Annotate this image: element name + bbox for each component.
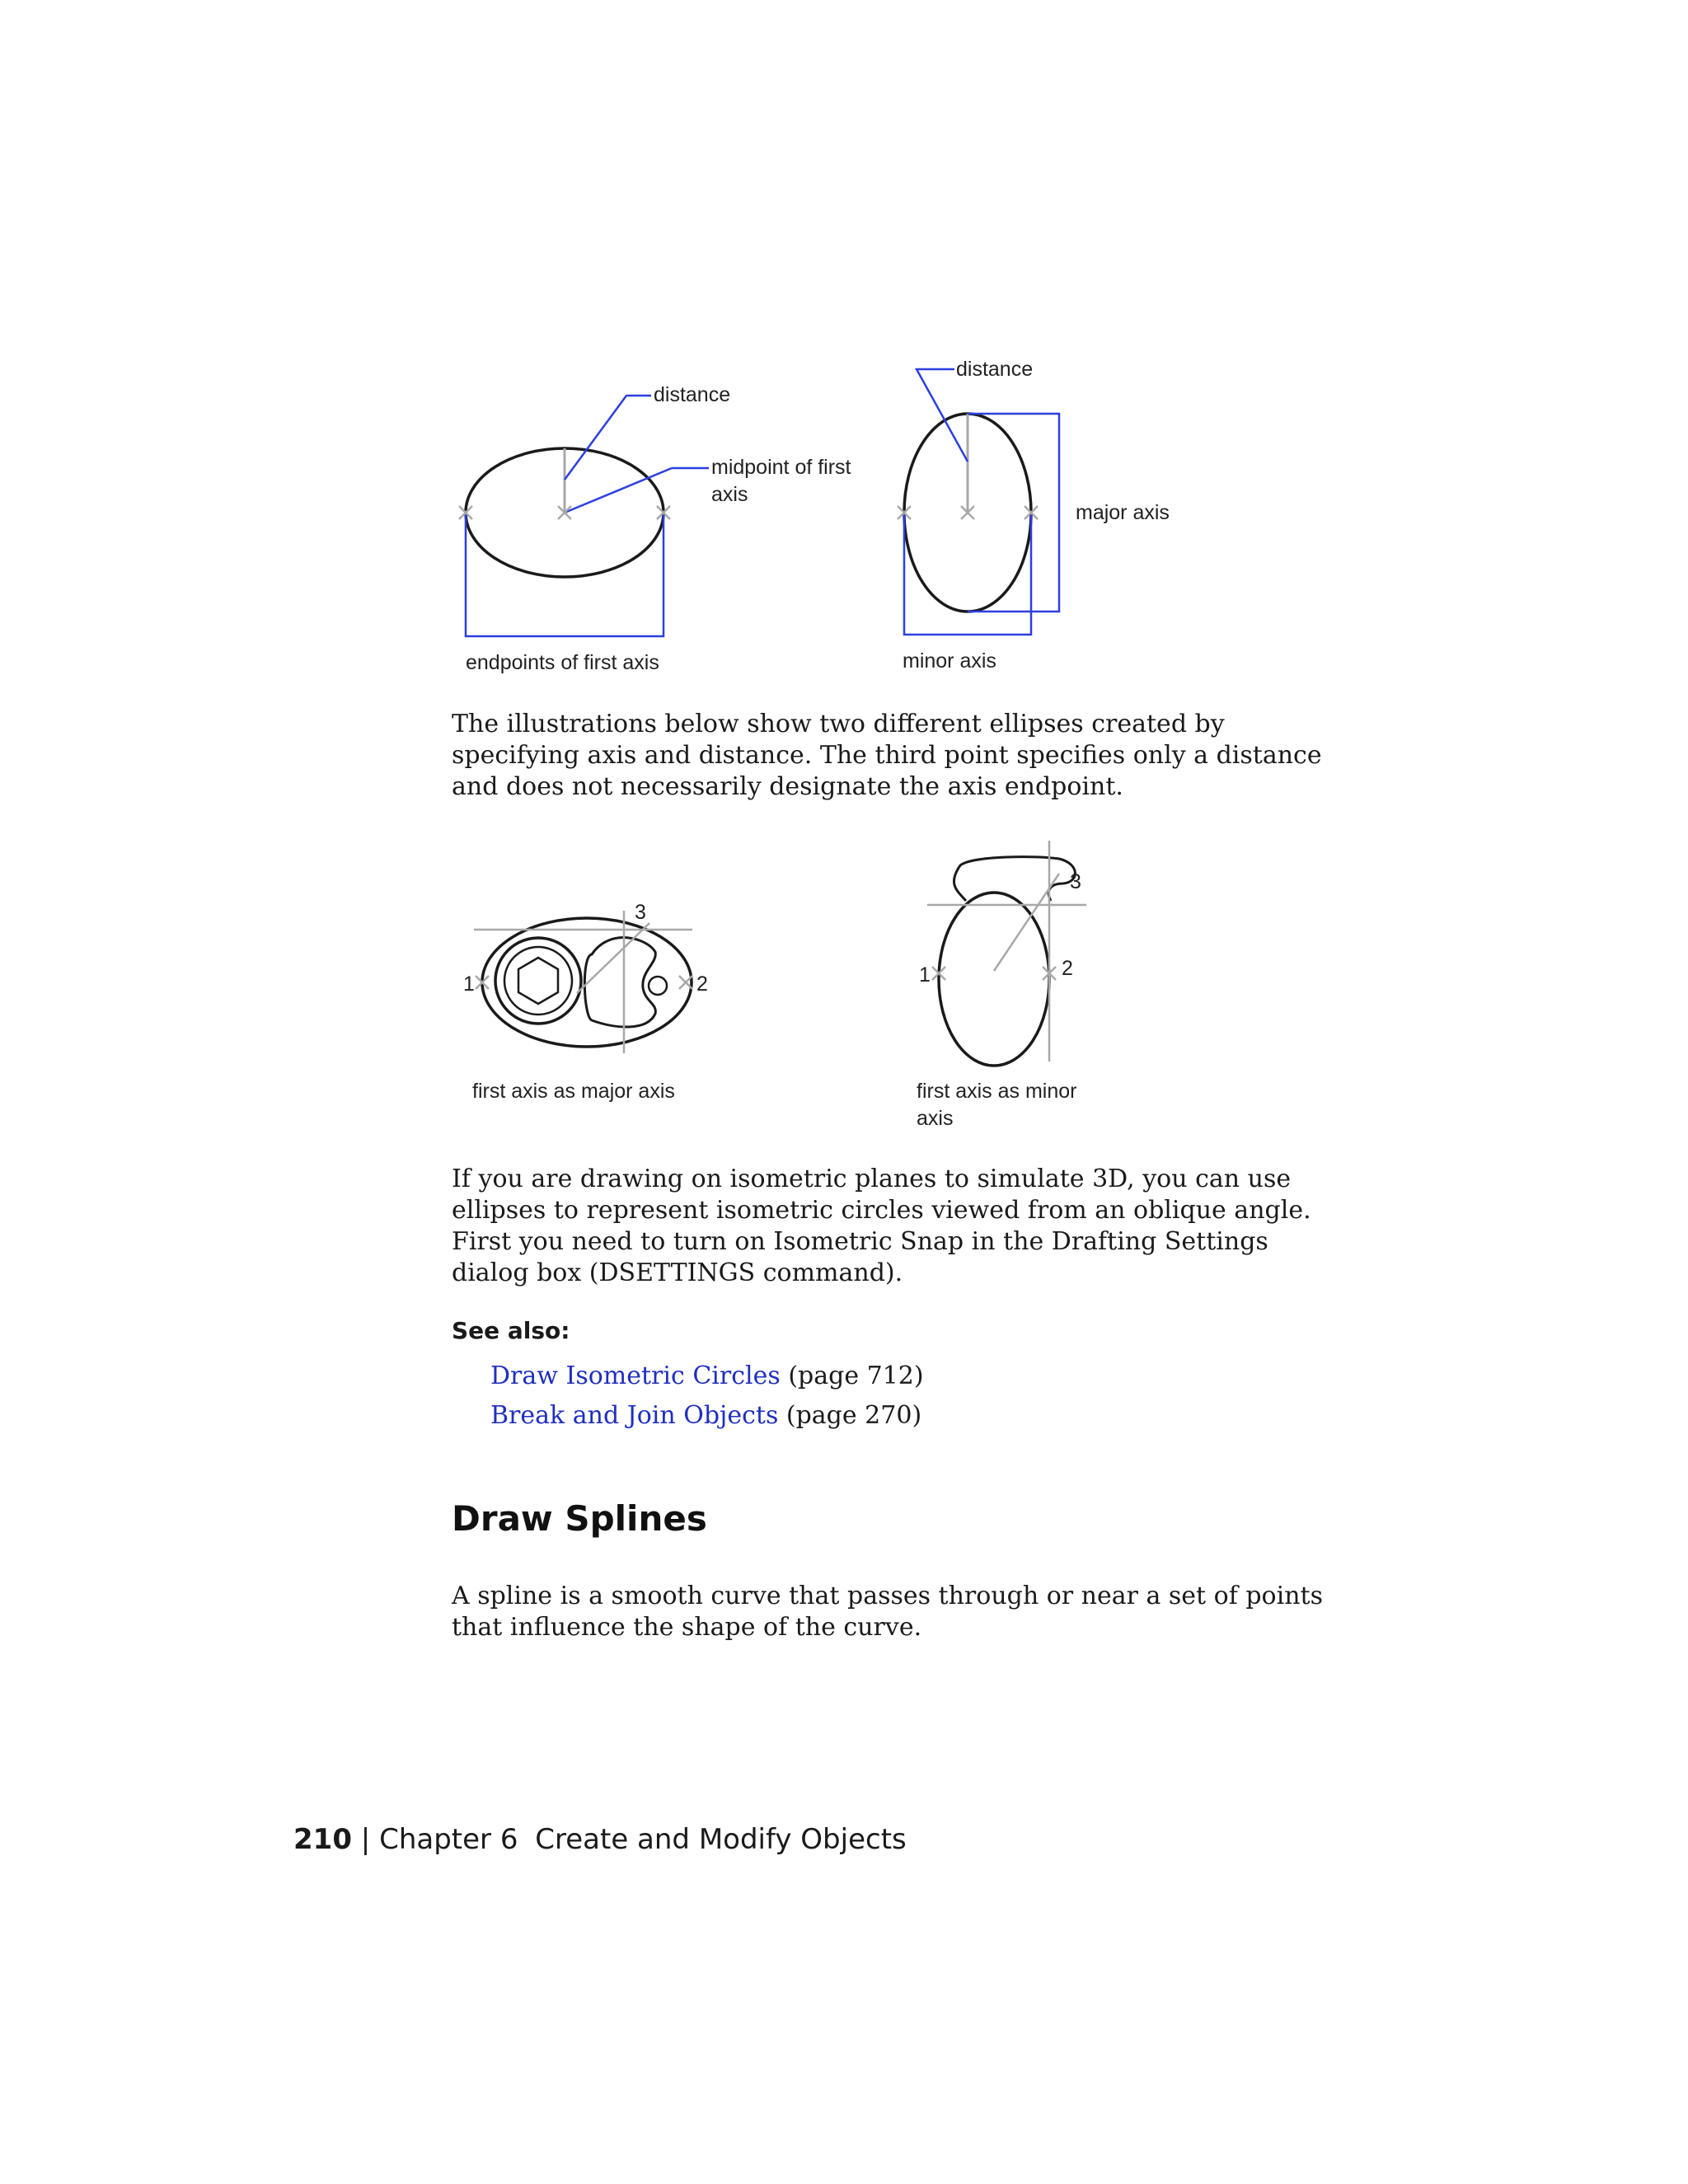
- figure-axis-endpoints: [445, 346, 1253, 692]
- page-footer: [293, 1823, 907, 1856]
- endpoints-label: endpoints of first axis: [466, 651, 659, 674]
- paragraph-isometric: If you are drawing on isometric planes to simulate 3D, you can use ellipses to represent isometric circles viewed from an oblique angle. First you need to turn on Isometric Snap in the Drafting Settings dialog box (DSETTINGS command).: [452, 1165, 1311, 1287]
- see-also-item: [490, 1361, 924, 1390]
- distance-leader-line: [565, 396, 651, 480]
- minor-cross-markers: [932, 967, 1056, 980]
- minor-axis-caption-line2: axis: [917, 1107, 954, 1130]
- point-3-label: 3: [635, 901, 646, 924]
- small-hole: [649, 977, 667, 995]
- point-2-label-2: 2: [1062, 957, 1073, 980]
- point-1-label-2: 1: [919, 963, 931, 987]
- link-draw-isometric-circles[interactable]: Draw Isometric Circles: [490, 1361, 781, 1390]
- see-also-item: [490, 1401, 921, 1430]
- right-ellipse-group: [898, 358, 1170, 673]
- point-3-label-2: 3: [1070, 870, 1081, 893]
- point-1-label: 1: [463, 972, 475, 996]
- figure-axis-distance: [445, 832, 1253, 1146]
- minor-axis-example: [917, 841, 1086, 1130]
- left-ellipse-group: [459, 383, 851, 674]
- section-heading: Draw Splines: [452, 1498, 707, 1539]
- point-2-label: 2: [696, 972, 708, 996]
- footer-chapter: Chapter 6: [379, 1823, 518, 1856]
- major-axis-example: [463, 901, 708, 1103]
- handle-shape: [954, 857, 1075, 901]
- minor-axis-label: minor axis: [903, 649, 996, 673]
- midpoint-label: midpoint of first: [711, 456, 851, 479]
- page-ref: (page 712): [788, 1361, 924, 1390]
- link-break-and-join-objects[interactable]: Break and Join Objects: [490, 1401, 779, 1430]
- paragraph-axis-distance: The illustrations below show two different ellipses created by specifying axis and distance. The third point specifies only a distance and does not necessarily designate the axis endpoint.: [452, 710, 1322, 801]
- section-body: A spline is a smooth curve that passes through or near a set of points that influence the shape of the curve.: [452, 1582, 1323, 1642]
- footer-separator: |: [360, 1823, 371, 1856]
- hexagon-shape: [518, 958, 558, 1004]
- minor-axis-caption: first axis as minor: [917, 1080, 1077, 1103]
- vertical-ellipse: [939, 893, 1049, 1066]
- inner-circle: [495, 938, 581, 1024]
- footer-title: Create and Modify Objects: [535, 1823, 907, 1856]
- major-axis-label: major axis: [1076, 501, 1170, 524]
- page-ref: (page 270): [785, 1401, 922, 1430]
- major-axis-caption: first axis as major axis: [472, 1080, 675, 1103]
- midpoint-leader-line: [565, 468, 672, 513]
- right-distance-label: distance: [956, 358, 1034, 381]
- endpoints-bracket: [466, 513, 663, 636]
- minor-axis-bracket: [904, 513, 1031, 635]
- left-distance-label: distance: [654, 383, 731, 406]
- see-also-label: See also:: [452, 1317, 570, 1344]
- page-number: 210: [293, 1823, 352, 1856]
- midpoint-label-line2: axis: [711, 483, 748, 506]
